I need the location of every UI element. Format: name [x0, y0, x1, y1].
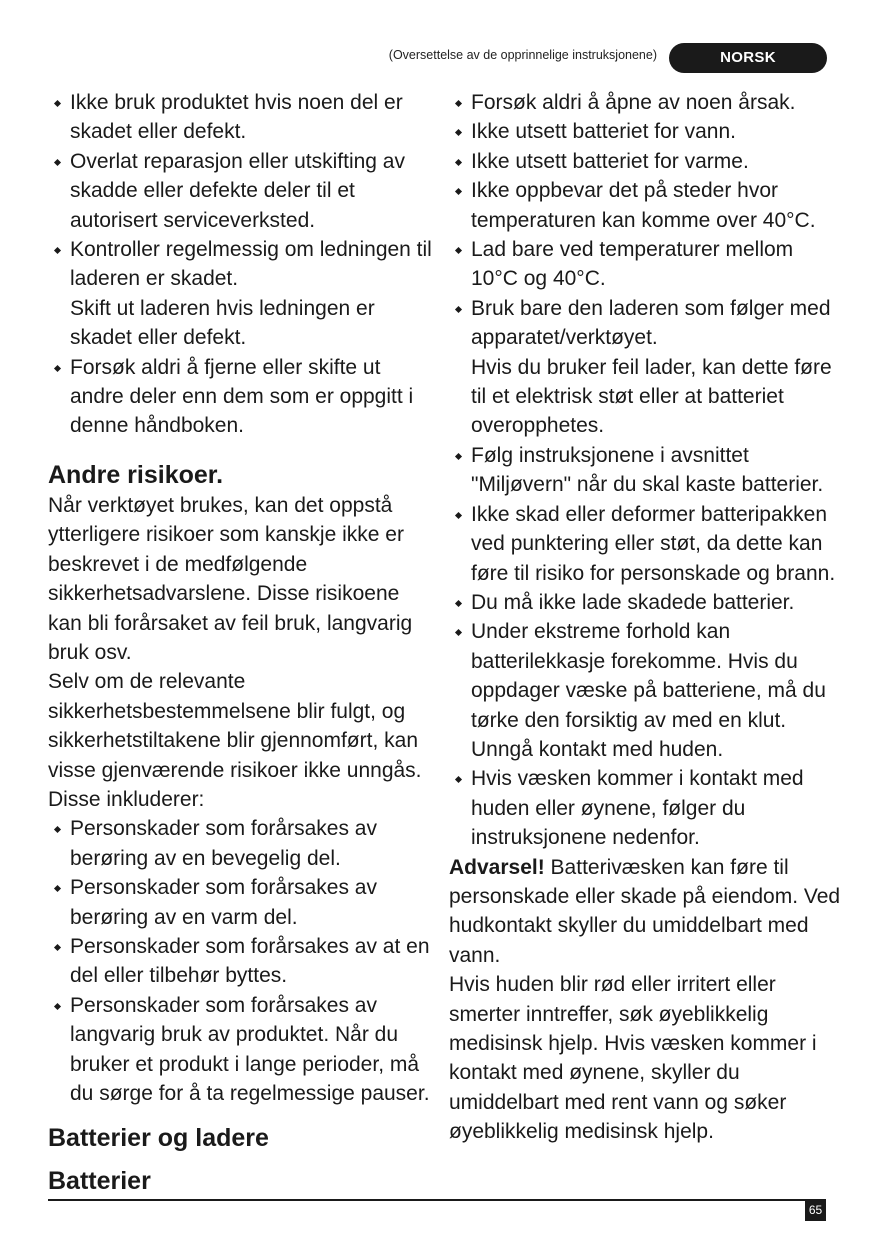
list-item-text: Hvis væsken kommer i kontakt med huden eller øynene, følger du instruksjonene nedenfor. [471, 767, 804, 850]
risk-bullet-list [48, 814, 438, 1108]
list-item [449, 617, 841, 764]
list-item-text: Følg instruksjonene i avsnittet "Miljøvern" når du skal kaste batterier. [471, 443, 824, 497]
warning-label: Advarsel! [449, 855, 545, 879]
list-item-text: Forsøk aldri å åpne av noen årsak. [471, 91, 796, 114]
list-item [48, 814, 438, 873]
list-item [48, 147, 438, 235]
list-item-text: Personskader som forårsakes av berøring av en varm del. [70, 876, 377, 929]
battery-bullet-list [449, 88, 841, 853]
list-item [449, 294, 841, 441]
list-item-text: Ikke utsett batteriet for vann. [471, 120, 736, 144]
list-item [449, 117, 841, 146]
section-heading-batterier-og-ladere: Batterier og ladere [48, 1124, 269, 1153]
page-number: 65 [805, 1199, 826, 1221]
list-item-text: Personskader som forårsakes av at en del eller tilbehør byttes. [70, 934, 430, 988]
list-item-text: Ikke bruk produktet hvis noen del er skadet eller defekt. [70, 91, 403, 144]
safety-bullet-list [48, 88, 438, 441]
section-heading-batterier: Batterier [48, 1167, 151, 1196]
list-item-text: Lad bare ved temperaturer mellom 10°C og 40°C. [471, 238, 794, 291]
list-item-text: Under ekstreme forhold kan batterilekkasje forekomme. Hvis du oppdager væske på batteriene, må du tørke den forsiktig av med en klut. Unngå kontakt med huden. [471, 620, 826, 761]
language-badge: NORSK [669, 43, 827, 73]
list-item [48, 932, 438, 991]
footer-divider [48, 1199, 826, 1201]
list-item-text: Ikke utsett batteriet for varme. [471, 149, 749, 173]
list-item [449, 235, 841, 294]
list-item-text: Du må ikke lade skadede batterier. [471, 590, 795, 614]
section-heading-andre-risikoer: Andre risikoer. [48, 460, 224, 489]
list-item [48, 235, 438, 353]
list-item [449, 764, 841, 852]
list-item [48, 353, 438, 441]
list-item [449, 588, 841, 617]
list-item-text: Personskader som forårsakes av berøring av en bevegelig del. [70, 817, 377, 870]
left-column [48, 88, 438, 1197]
header-subtitle: (Oversettelse av de opprinnelige instruksjonene) [388, 48, 657, 62]
warning-text: Batterivæsken kan føre til personskade eller skade på eiendom. Ved hudkontakt skyller du umiddelbart med vann. [449, 855, 841, 967]
list-item-text: Overlat reparasjon eller utskifting av skadde eller defekte deler til et autorisert serviceverksted. [70, 149, 405, 232]
list-item [48, 873, 438, 932]
list-item-text: Personskader som forårsakes av langvarig bruk av produktet. Når du bruker et produkt i lange perioder, må du sørge for å ta regelmessige pauser. [70, 993, 430, 1105]
list-item [449, 147, 841, 176]
right-column [449, 88, 841, 1147]
list-item [449, 88, 841, 117]
list-item-text: Ikke oppbevar det på steder hvor temperaturen kan komme over 40°C. [471, 179, 816, 232]
list-item [449, 500, 841, 588]
warning-paragraph [449, 853, 841, 971]
list-item [449, 441, 841, 500]
paragraph: Når verktøyet brukes, kan det oppstå ytterligere risikoer som kanskje ikke er beskrevet i de medfølgende sikkerhetsadvarslene. Disse risikoene kan bli forårsaket av feil bruk, langvarig bruk osv. [48, 493, 413, 664]
list-item-text: Bruk bare den laderen som følger med apparatet/verktøyet. [471, 296, 831, 350]
list-item [48, 991, 438, 1109]
list-item [48, 88, 438, 147]
list-item-text: Kontroller regelmessig om ledningen til laderen er skadet. [70, 238, 432, 291]
list-item-extra-text: Hvis du bruker feil lader, kan dette føre til et elektrisk støt eller at batteriet overopphetes. [471, 355, 832, 438]
list-item-extra-text: Skift ut laderen hvis ledningen er skadet eller defekt. [70, 296, 375, 350]
paragraph: Selv om de relevante sikkerhetsbestemmelsene blir fulgt, og sikkerhetstiltakene blir gjennomført, kan visse gjenværende risikoer ikke unngås. Disse inkluderer: [48, 670, 422, 811]
list-item-text: Forsøk aldri å fjerne eller skifte ut andre deler enn dem som er oppgitt i denne håndboken. [70, 355, 414, 438]
paragraph: Hvis huden blir rød eller irritert eller smerter inntreffer, søk øyeblikkelig medisinsk hjelp. Hvis væsken kommer i kontakt med øynene, skyller du umiddelbart med rent vann og søker øyeblikkelig medisinsk hjelp. [449, 973, 817, 1144]
list-item-text: Ikke skad eller deformer batteripakken ved punktering eller støt, da dette kan føre til risiko for personskade og brann. [471, 502, 836, 585]
list-item [449, 176, 841, 235]
